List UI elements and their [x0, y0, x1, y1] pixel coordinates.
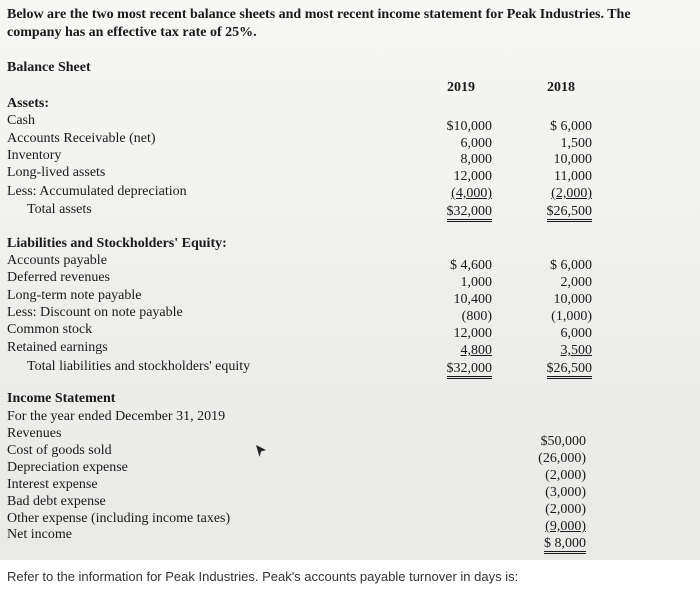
income-value: (2,000) — [545, 468, 586, 483]
liability-value-2019: 1,000 — [460, 275, 492, 290]
intro-line-1: Below are the two most recent balance sheets and most recent income statement for Peak Industries. The — [7, 7, 631, 22]
income-statement-title: Income Statement — [7, 391, 116, 406]
intro-text — [7, 6, 631, 42]
assets-header: Assets: — [7, 96, 49, 111]
asset-value-2019: 6,000 — [460, 136, 492, 151]
total-liabilities-2018: $26,500 — [547, 361, 593, 379]
liability-label: Common stock — [7, 322, 93, 337]
liability-value-2018: $ 6,000 — [550, 258, 592, 273]
asset-label: Less: Accumulated depreciation — [7, 184, 187, 199]
asset-value-2018: $ 6,000 — [550, 119, 592, 134]
liability-value-2019: (800) — [461, 309, 492, 324]
asset-value-2018: (2,000) — [551, 186, 592, 201]
asset-value-2019: 12,000 — [453, 169, 492, 184]
mouse-cursor-icon — [254, 444, 268, 458]
total-liabilities-2019: $32,000 — [447, 361, 493, 379]
asset-value-2018: 10,000 — [553, 152, 592, 167]
liability-value-2018: 2,000 — [560, 275, 592, 290]
liability-label: Accounts payable — [7, 253, 107, 268]
income-label: Bad debt expense — [7, 494, 106, 509]
liability-label: Deferred revenues — [7, 270, 110, 285]
col-header-2018: 2018 — [547, 80, 575, 95]
liability-value-2019: $ 4,600 — [450, 258, 492, 273]
income-value: $50,000 — [540, 434, 586, 449]
col-header-2019: 2019 — [447, 80, 475, 95]
liability-label: Less: Discount on note payable — [7, 305, 183, 320]
total-liabilities-label: Total liabilities and stockholders' equity — [27, 359, 251, 374]
asset-value-2019: $10,000 — [446, 119, 492, 134]
asset-value-2018: 1,500 — [560, 136, 592, 151]
total-assets-2018: $26,500 — [547, 204, 593, 222]
liability-value-2018: 10,000 — [553, 292, 592, 307]
intro-line-2: company has an effective tax rate of 25%. — [7, 25, 257, 40]
income-label: Net income — [7, 527, 72, 542]
asset-label: Cash — [7, 113, 35, 128]
total-assets-2019: $32,000 — [447, 204, 493, 222]
asset-label: Inventory — [7, 148, 62, 163]
balance-sheet-title: Balance Sheet — [7, 60, 91, 75]
income-label: Cost of goods sold — [7, 443, 112, 458]
income-label: Interest expense — [7, 477, 98, 492]
income-value: (2,000) — [545, 502, 586, 517]
income-value: (9,000) — [545, 519, 586, 534]
liability-label: Long-term note payable — [7, 288, 142, 303]
liability-value-2019: 4,800 — [460, 343, 492, 358]
income-value: (3,000) — [545, 485, 586, 500]
income-label: Other expense (including income taxes) — [7, 511, 231, 526]
asset-value-2019: 8,000 — [460, 152, 492, 167]
income-value: (26,000) — [538, 451, 586, 466]
liability-value-2019: 10,400 — [453, 292, 492, 307]
asset-label: Accounts Receivable (net) — [7, 131, 156, 146]
question-bar — [0, 560, 700, 595]
asset-value-2019: (4,000) — [451, 186, 492, 201]
liability-value-2018: 6,000 — [560, 326, 592, 341]
liability-value-2018: (1,000) — [551, 309, 592, 324]
asset-label: Long-lived assets — [7, 165, 106, 180]
liabilities-header: Liabilities and Stockholders' Equity: — [7, 236, 227, 251]
liability-value-2018: 3,500 — [560, 343, 592, 358]
income-statement-period: For the year ended December 31, 2019 — [7, 409, 226, 424]
net-income-value: $ 8,000 — [544, 536, 586, 554]
asset-value-2018: 11,000 — [554, 169, 592, 184]
question-text: Refer to the information for Peak Industries. Peak's accounts payable turnover in days is: — [7, 569, 519, 584]
liability-value-2019: 12,000 — [453, 326, 492, 341]
liability-label: Retained earnings — [7, 340, 108, 355]
total-assets-label: Total assets — [27, 202, 92, 217]
income-label: Revenues — [7, 426, 62, 441]
income-label: Depreciation expense — [7, 460, 128, 475]
